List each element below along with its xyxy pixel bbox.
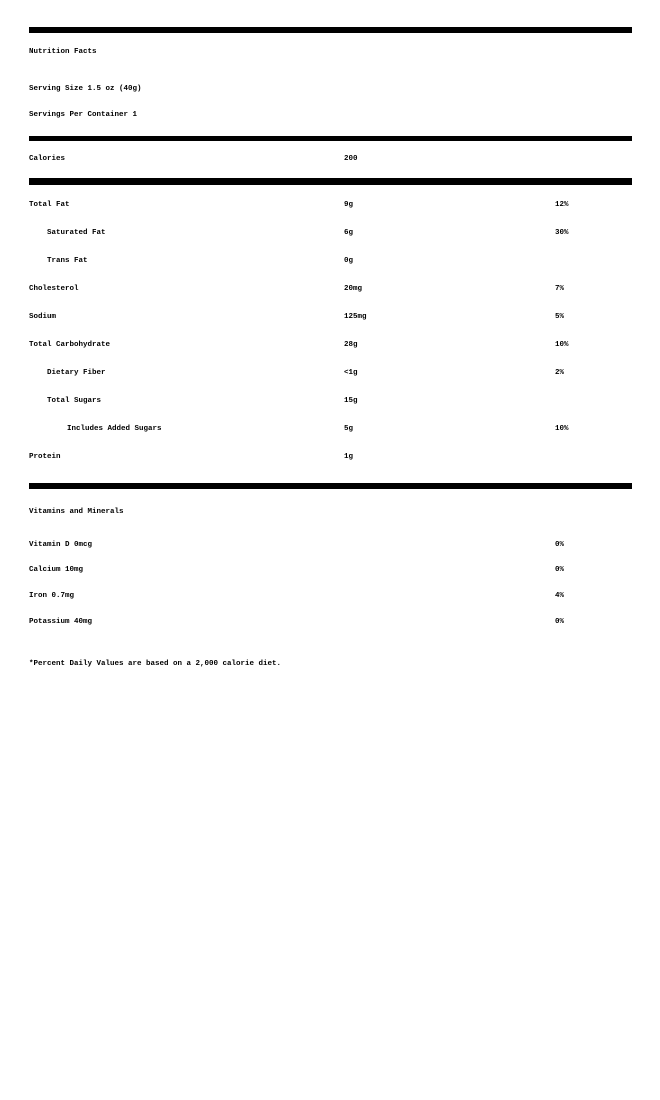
vitamin-label: Vitamin D 0mcg [29, 541, 93, 549]
nutrient-value: <1g [344, 369, 358, 377]
nutrient-label: Trans Fat [47, 257, 88, 265]
nutrient-value: 20mg [344, 285, 363, 293]
vitamin-daily-value: 0% [555, 541, 565, 549]
nutrient-daily-value: 7% [555, 285, 565, 293]
nutrient-daily-value: 30% [555, 229, 569, 237]
vitamin-daily-value: 0% [555, 618, 565, 626]
vitamins-rule-bar [29, 483, 632, 489]
vitamin-daily-value: 4% [555, 592, 565, 600]
nutrient-value: 6g [344, 229, 354, 237]
label-title: Nutrition Facts [29, 48, 97, 56]
nutrient-value: 5g [344, 425, 354, 433]
vitamin-label: Calcium 10mg [29, 566, 84, 574]
top-rule-bar [29, 27, 632, 33]
nutrient-label: Protein [29, 453, 61, 461]
nutrient-label: Dietary Fiber [47, 369, 106, 377]
nutrient-label: Total Carbohydrate [29, 341, 111, 349]
calories-label: Calories [29, 155, 66, 163]
nutrient-label: Sodium [29, 313, 57, 321]
nutrient-daily-value: 10% [555, 341, 569, 349]
nutrient-value: 0g [344, 257, 354, 265]
nutrient-label: Total Fat [29, 201, 70, 209]
nutrient-value: 15g [344, 397, 358, 405]
nutrient-daily-value: 2% [555, 369, 565, 377]
nutrient-label: Saturated Fat [47, 229, 106, 237]
vitamin-daily-value: 0% [555, 566, 565, 574]
nutrient-daily-value: 5% [555, 313, 565, 321]
nutrient-label: Includes Added Sugars [67, 425, 162, 433]
nutrition-facts-label [29, 27, 632, 677]
nutrient-value: 28g [344, 341, 358, 349]
calories-top-rule-bar [29, 136, 632, 141]
vitamin-label: Iron 0.7mg [29, 592, 75, 600]
nutrient-value: 1g [344, 453, 354, 461]
daily-value-footnote: *Percent Daily Values are based on a 2,000 calorie diet. [29, 660, 282, 668]
calories-value: 200 [344, 155, 358, 163]
nutrient-label: Cholesterol [29, 285, 79, 293]
vitamins-heading: Vitamins and Minerals [29, 508, 124, 516]
calories-bottom-rule-bar [29, 178, 632, 185]
serving-size: Serving Size 1.5 oz (40g) [29, 85, 142, 93]
servings-per-container: Servings Per Container 1 [29, 111, 138, 119]
nutrient-label: Total Sugars [47, 397, 102, 405]
vitamin-label: Potassium 40mg [29, 618, 93, 626]
nutrient-value: 9g [344, 201, 354, 209]
nutrient-daily-value: 12% [555, 201, 569, 209]
nutrient-daily-value: 10% [555, 425, 569, 433]
nutrient-value: 125mg [344, 313, 367, 321]
